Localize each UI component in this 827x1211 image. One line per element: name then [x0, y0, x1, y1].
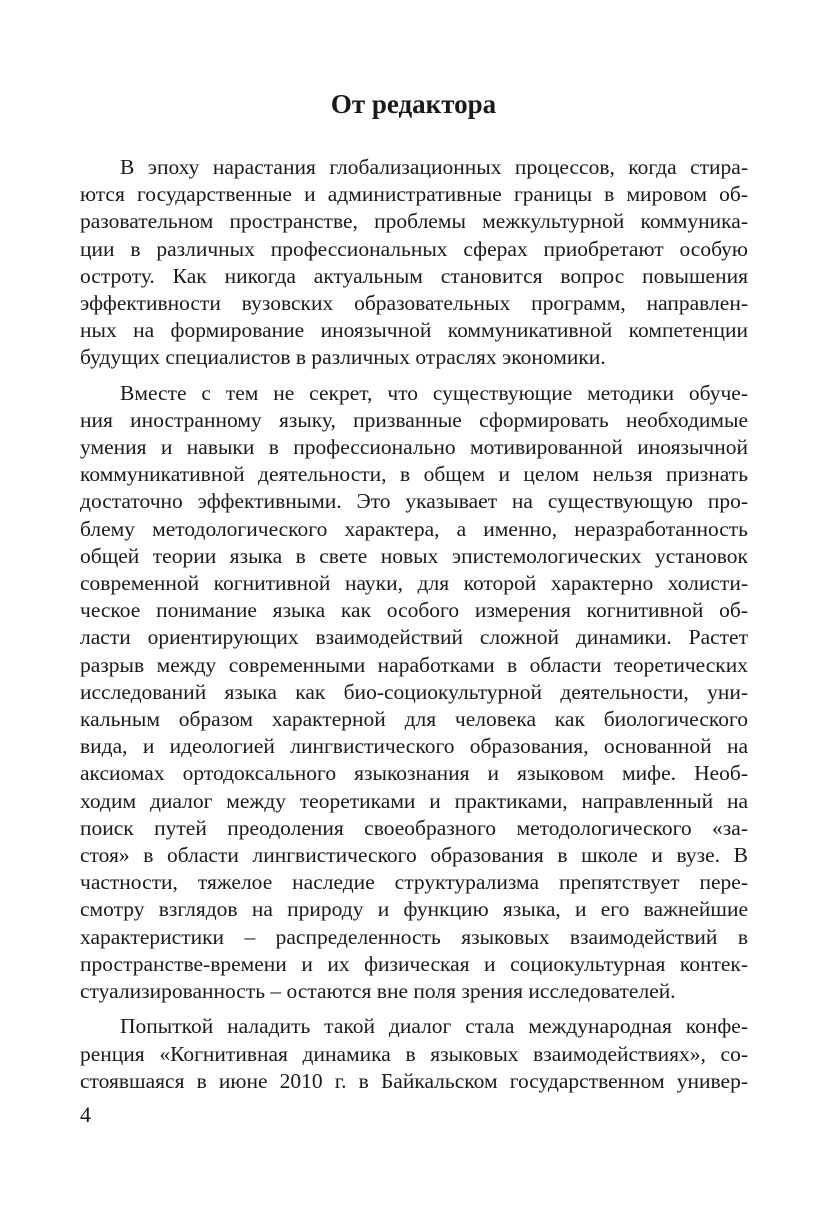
text-line: умения и навыки в профессионально мотивированной иноязычной — [80, 435, 748, 460]
page-number: 4 — [80, 1102, 91, 1127]
text-line: кальным образом характерной для человека как биологического — [80, 707, 748, 732]
text-line: ческое понимание языка как особого измерения когнитивной об- — [80, 598, 748, 623]
text-line: коммуникативной деятельности, в общем и целом нельзя признать — [80, 462, 748, 487]
body-text — [80, 154, 748, 1103]
text-line: ренция «Когнитивная динамика в языковых взаимодействиях», со- — [80, 1041, 748, 1066]
text-line: исследований языка как био-социокультурной деятельности, уни- — [80, 679, 748, 704]
text-line: Попыткой наладить такой диалог стала международная конфе- — [120, 1014, 748, 1039]
text-line: будущих специалистов в различных отраслях экономики. — [80, 345, 606, 370]
text-line: ходим диалог между теоретиками и практиками, направленный на — [80, 788, 748, 813]
text-line: В эпоху нарастания глобализационных процессов, когда стира- — [120, 155, 748, 179]
text-line: вида, и идеологией лингвистического образования, основанной на — [80, 734, 748, 759]
text-line: разовательном пространстве, проблемы межкультурной коммуника- — [80, 209, 748, 234]
text-line: характеристики – распределенность языковых взаимодействий в — [80, 924, 748, 949]
text-line: разрыв между современными наработками в области теоретических — [80, 652, 748, 677]
text-line: ласти ориентирующих взаимодействий сложной динамики. Растет — [80, 625, 748, 650]
text-line: ются государственные и административные границы в мировом об- — [80, 182, 748, 207]
text-line: блему методологического характера, а именно, неразработанность — [80, 516, 748, 541]
paragraph-3 — [80, 1013, 748, 1095]
text-line: эффективности вузовских образовательных программ, направлен- — [80, 291, 748, 316]
text-line: стоявшаяся в июне 2010 г. в Байкальском государственном универ- — [80, 1068, 748, 1093]
text-line: ных на формирование иноязычной коммуникативной компетенции — [80, 318, 748, 343]
text-line: остроту. Как никогда актуальным становится вопрос повышения — [80, 263, 748, 288]
text-line: смотру взглядов на природу и функцию языка, и его важнейшие — [80, 897, 748, 922]
text-line: стуализированность – остаются вне поля зрения исследователей. — [80, 979, 676, 1004]
text-line: стоя» в области лингвистического образования в школе и вузе. В — [80, 843, 748, 868]
text-line: ния иностранному языку, призванные сформировать необходимые — [80, 407, 748, 432]
text-line: ции в различных профессиональных сферах приобретают особую — [80, 236, 748, 261]
text-line: Вместе с тем не секрет, что существующие методики обуче- — [120, 380, 748, 405]
text-line: аксиомах ортодоксального языкознания и языковом мифе. Необ- — [80, 761, 748, 786]
text-line: поиск путей преодоления своеобразного методологического «за- — [80, 815, 748, 840]
paragraph-1 — [80, 154, 748, 372]
page-title: От редактора — [330, 89, 497, 119]
text-line: частности, тяжелое наследие структурализма препятствует пере- — [80, 870, 748, 895]
text-line: достаточно эффективными. Это указывает на существующую про- — [80, 489, 748, 514]
text-line: общей теории языка в свете новых эпистемологических установок — [80, 543, 748, 568]
paragraph-2 — [80, 380, 748, 1006]
text-line: современной когнитивной науки, для которой характерно холисти- — [80, 571, 748, 596]
text-line: пространстве-времени и их физическая и социокультурная контек- — [80, 951, 748, 976]
